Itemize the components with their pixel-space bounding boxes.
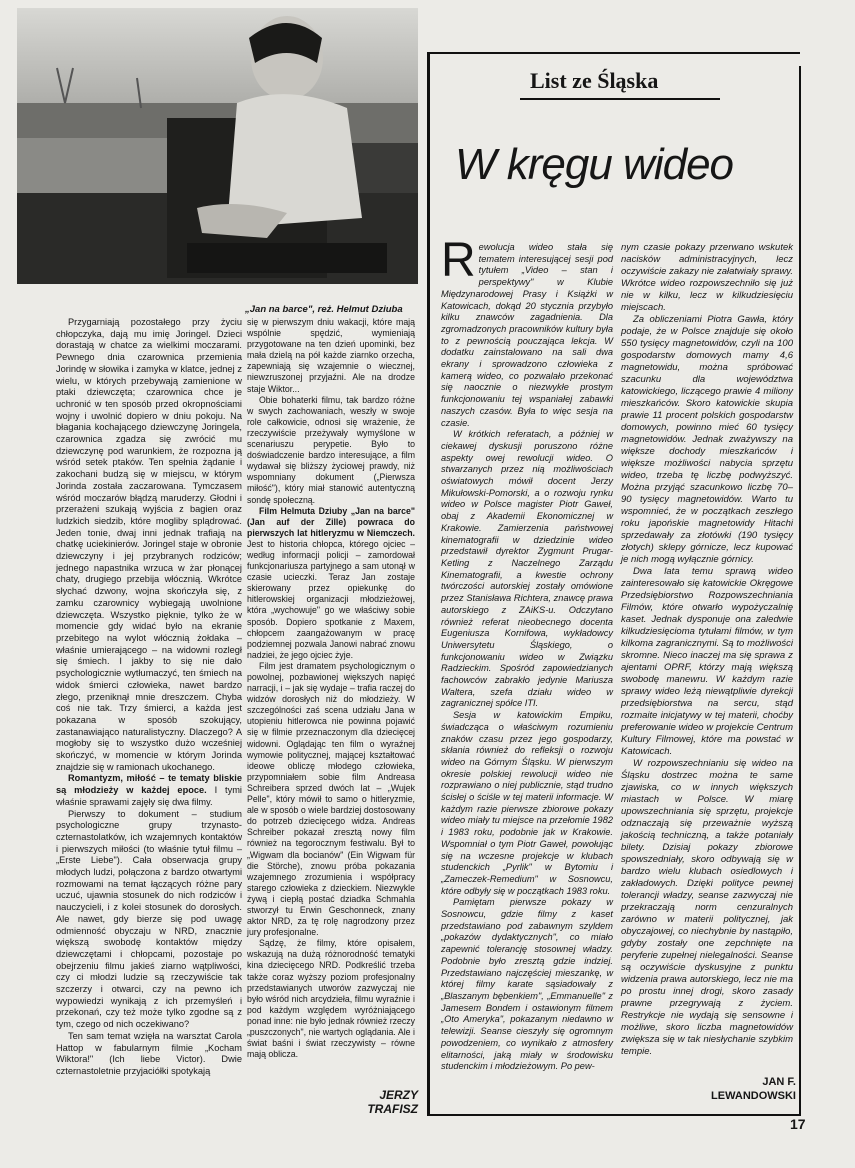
author-name-line: JERZY (379, 1088, 418, 1102)
left-author-signature (334, 1088, 418, 1116)
drop-cap: R (441, 234, 476, 287)
author-name-line: TRAFISZ (367, 1102, 418, 1116)
paragraph-text: Jest to historia chłopca, którego ojciec – według informacji policji – zamordował funkcjonariusza partyjnego a sam utonął w czasie ucieczki. Teraz Jan zostaje skierowany przez opiekunkę do hitlerowskiej organizacji młodzieżowej, która „wychowuje" go we właściwy sobie sposób. Dopiero spotkanie z Maxem, chłopcem zaangażowanym w pracę podziemnej pozwala Janowi nabrać znowu nadziei, że jego ojciec żyje. (247, 538, 415, 660)
bold-lead-text: Romantyzm, miłość – te tematy bliskie są młodzieży w każdej epoce. (56, 773, 242, 796)
right-article-column-1 (441, 234, 613, 1073)
photo-caption: „Jan na barce", reż. Helmut Dziuba (245, 304, 403, 315)
paragraph (441, 234, 613, 429)
paragraph: Pierwszy to dokument – studium psychologiczne grupy trzynasto-czternastolatków, ich wzajemnych kontaktów i pierwszych miłości (to właśnie tytuł filmu – „Erste Liebe"). Cała obserwacja grupy młodych ludzi, połączona z bardzo otwartymi rozmowami na temat łączących różne pary uczuć, ujawnia stosunek do nich rodziców i nauczycieli, i z kolei stosunek do dorosłych. Ale nawet, gdy bierze się pod uwagę odmienność obyczaju w NRD, znacznie większą swobodę kontaktów między dziewczętami i chłopcami, pozostaje po obejrzeniu filmu jakieś ziarno wątpliwości, czy ci młodzi ludzie są rzeczywiście tak szczerzy i otwarci, czy na pewno ich wypowiedzi wynikają z ich przemyśleń i przekonań, czy też może tylko zgodne są z tym, czego od nich oczekiwano? (56, 808, 242, 1030)
paragraph: Ten sam temat wzięła na warsztat Carola Hattop w fabularnym filmie „Kocham Wiktora!" (Ich liebe Victor). Dwie czternastoletnie przyjaciółki spotykają (56, 1030, 242, 1076)
page-number: 17 (790, 1116, 806, 1132)
frame-bottom-rule (428, 1114, 800, 1116)
right-author-signature (690, 1075, 796, 1103)
frame-right-rule (799, 66, 801, 1116)
paragraph: Sądzę, że filmy, które opisałem, wskazują na dużą różnorodność tematyki kina dziecięcego NRD. Podkreślić trzeba także coraz wyższy poziom profesjonalny przedstawianych utworów zazwyczaj nie było wśród nich arcydzieła, filmu wyraźnie i pod każdym względem wyróżniającego ponad inne: nie było jednak również rzeczy „puszczonych", nie wartych oglądania. Ale i świat baśni i świat rzeczywisty – równe mają oblicza. (247, 938, 415, 1060)
bold-lead-text: Film Helmuta Dziuby „Jan na barce" (Jan auf der Zille) powraca do pierwszych lat hitleryzmu w Niemczech. (247, 505, 415, 538)
paragraph (247, 506, 415, 661)
film-still-photo (17, 8, 418, 284)
paragraph: Sesja w katowickim Empiku, świadcząca o właściwym rozumieniu znaków czasu przez jego gospodarzy, skłania również do refleksji o rozwoju wideo na Górnym Śląsku. W pierwszym okresie polskiej rewolucji wideo nie rozprawiano o niej publicznie, stąd trudno ścisłej o ściśle w tej materii informacje. W każdym razie pierwsze zbiorowe pokazy wideo miały tu miejsce na przełomie 1982 i 1983 roku, podobnie jak w Krakowie. Wspomniał o tym Piotr Gaweł, powołując się na wczesne projekcje w klubach studenckich „Pyrlik" w Bytomiu i „Zameczek-Remedium" w Sosnowcu, które odbyły się w początkach 1983 roku. (441, 710, 613, 896)
rubric-underline (520, 98, 720, 100)
paragraph (56, 773, 242, 808)
paragraph: Za obliczeniami Piotra Gawła, który podaje, że w Polsce znajduje się około 550 tysięcy magnetowidów, czyli na 100 gospodarstw domowych mamy 4,6 magnetowidu, można spróbować szacunku dla województwa katowickiego, liczącego prawie 4 miliony mieszkańców. Skoro katowickie skupia prawie 11 procent polskich gospodarstw domowych, powinno mieć 60 tysięcy magnetowidów. Jednak zważywszy na większe dochody mieszkańców i większe możliwości nabycia sprzętu wideo, trzeba tę liczbę podwyższyć. Można przyjąć szacunkowo liczbę 70–90 tysięcy magnetowidów. Warto tu wspomnieć, że w początkach zeszłego roku japońskie magnetowidy Hitachi sprzedawały za złotówki (190 tysięcy złotych) sklepy górnicze, lecz kupować je nich mogą wyłącznie górnicy. (621, 314, 793, 565)
paragraph-text: I tymi właśnie sprawami zajęły się dwa filmy. (56, 785, 242, 807)
frame-left-rule (427, 52, 430, 1116)
paragraph: Dwa lata temu sprawą wideo zainteresowało się katowickie Okręgowe Przedsiębiorstwo Rozpowszechniania Filmów, które otwarło wypożyczalnię kaset. Jednak dysponuje ona zaledwie kilkudziesięcioma tytułami filmów, w tym kilkoma zagranicznymi. Są to możliwości skromne. Nieco inaczej ma się sprawa z ajentami OPRF, którzy mają większą swobodę manewru. W każdym razie sprawy wideo leżą niewątpliwie dyrekcji przedsiębiorstwa na sercu, stąd rozmaite inicjatywy w tej materii, choćby preferowanie wideo w projekcie Centrum Kultury Filmowej, które ma powstać w Katowicach. (621, 566, 793, 757)
paragraph: Obie bohaterki filmu, tak bardzo różne w swych zachowaniach, weszły w swoje role całkowicie, odnosi się wrażenie, że rzeczywiście przeżywały wymyślone w scenariuszu perypetie. Było to doświadczenie bardzo interesujące, a film wydawał się bliższy życiowej prawdy, niż wspomniany dokument („Pierwsza miłość"), który miał stanowić autentyczną sondę społeczną. (247, 394, 415, 505)
paragraph: Film jest dramatem psychologicznym o powolnej, pozbawionej większych napięć narracji, i – jak się wydaje – trafia raczej do widzów dorosłych niż do młodzieży. W szczególności zaś scena udziału Jana w utopieniu hitlerowca nie powinna pojawić się w filmie przeznaczonym dla dziecięcej widowni. Oglądając ten film o wyraźnej wymowie politycznej, mającej kształtować ideowe obliczę młodego człowieka, przypomniałem sobie film Andreasa Schreibera sprzed dwóch lat – „Wujek Pelle", który mówił to samo o hitleryzmie, ale w sposób o wiele bardziej dostosowany do potrzeb dziecięcego widza. Andreas Schreiber pokazał zresztą nowy film również na tegorocznym festiwalu. Był to „Wigwam dla bocianów" (Ein Wigwam für die Störche), znowu próba pokazania wzajemnego zrozumienia i współpracy starego człowieka z dzieckiem. Niezwykle żywą i ciepłą postać dziadka Schmahla stworzył tu Erwin Geschonneck, znany aktor NRD, za tę rolę nagrodzony przez jury profesjonalne. (247, 660, 415, 938)
article-headline: W kręgu wideo (455, 140, 734, 189)
paragraph-text: ewolucja wideo stała się tematem interesującej sesji pod tytułem „Video – stan i perspektywy" w Klubie Międzynarodowej Prasy i Książki w Katowicach, dokąd 20 stycznia przybyło kilku znawców zagadnienia. Dla zgromadzonych pracowników kultury była to z pewnością pouczająca lekcja. W dodatku zainstalowano na sali dwa ekrany i sprowadzono człowieka z kamerą wideo, co pozwalało przekonać się naocznie o niezwykłe prostym funkcjonowaniu tej wspaniałej zabawki naszych czasów. Była to więc sesja na czasie. (441, 242, 613, 428)
frame-top-rule (428, 52, 800, 54)
paragraph: Pamiętam pierwsze pokazy w Sosnowcu, gdzie filmy z kaset przedstawiano pod zabawnym szyldem „pokazów dydaktycznych", co miało zapewnić tolerancję stosownej władzy. Podobnie było zresztą gdzie indziej. Przedstawiano najczęściej mieszankę, w której filmy karate sąsiadowały z „Blaszanym bębenkiem", „Emmanuelle" z Jamesem Bondem i ostawionym filmem „Oto Ameryka", pokazanym niedawno w telewizji. Seanse cieszyły się ogromnym powodzeniem, co wynikało z atmosfery elitarności, jaką miały w środowisku studenckim i młodzieżowym. Po pew- (441, 897, 613, 1072)
right-article-column-2 (621, 242, 793, 1058)
paragraph: nym czasie pokazy przerwano wskutek nacisków administracyjnych, lecz oczywiście zakazy nie załatwiały sprawy. Wkrótce wideo rozpowszechniło się już nie w kilku, lecz w kilkudziesięciu miejscach. (621, 242, 793, 313)
paragraph: Przygarniają pozostałego przy życiu chłopczyka, dają mu imię Joringel. Dzieci dorastają w chatce za wielkimi moczarami. Pewnego dnia czarownica przemienia Jorindę w słowika i zamyka w klatce, jednej z wielu, w których przebywają zamienione w ptaki dziewczęta; czarownica chce je uchronić w ten sposób przed okropnościami wojny i uwolnić dopiero w dniu pokoju. Na błagania kochającego dziewczynę Joringela, czarownica zgadza się zwrócić mu dziewczynę pod warunkiem, że rozpozna ją wśród setek ptaków. Ten spełnia żądanie i zakochani budzą się w miejscu, w którym Jorinda została zaczarowana. Tymczasem wśród moczarów błądzą maruderzy. Głodni i przerażeni szukają wyjścia z bagien oraz ludzkich siedzib, które mogliby splądrować. Jeden tonie, dwaj inni jednak trafiają na chatkę uciekinierów. Joringel staje w obronie dziewczyny i jej przybranych rodziców; jednego napastnika wrzuca w żar płonącej chaty, drugiego przebija włócznią. Wkrótce słychać dzwony, wojna skończyła się, z zamku czarownicy wybiegają uwolnione dziewczęta. Wszystko pięknie, tylko że w momencie gdy widać było na ekranie przebitego na wylot włócznią żołdaka – właśnie umierającego – na widowni rozległ się śmiech. I jakby to się nie dało psychologicznie wytłumaczyć, ten śmiech na widok śmierci człowieka, nawet bardzo złego, przeniknął mnie dreszczem. Chyba coś nie tak. Trzy śmierci, a każda jest pokazana w sposób szokujący, zastanawiająco naturalistyczny. Dlaczego? A mogłoby się to wszystko dużo wcześniej skończyć, w momencie w którym Jorinda znajdzie się w ramionach ukochanego. (56, 317, 242, 772)
left-article-column-1 (56, 317, 242, 1078)
section-rubric: List ze Śląska (530, 68, 659, 93)
author-name-line: LEWANDOWSKI (711, 1090, 796, 1102)
author-name-line: JAN F. (762, 1076, 796, 1088)
paragraph: W rozpowszechnianiu się wideo na Śląsku dostrzec można te same zjawiska, co w innych większych miastach w Polsce. W miarę upowszechniania się sprzętu, projekcje odznaczają się przeważnie wyższą jakością techniczną, a także potaniały bilety. Dzisiaj pokazy zbiorowe spowszedniały, skoro odbywają się w bardzo wielu klubach osiedlowych i zakładowych. Dzięki polityce pewnej tolerancji władzy, seanse zazwyczaj nie przekraczają norm cenzuralnych zarówno w materii politycznej, jak obyczajowej, co niechybnie by nastąpiło, gdyby zostały one zepchnięte na peryferie zupełnej nielegalności. Seanse są oczywiście dyskusyjne z punktu widzenia prawa autorskiego, lecz nie ma po prostu innej drogi, skoro zasady prawne przegrywają z życiem. Restrykcje nie wydają się sensowne i możliwe, skoro liczba magnetowidów zwiększa się w tak niesłychanie szybkim tempie. (621, 758, 793, 1057)
paragraph: W krótkich referatach, a później w ciekawej dyskusji poruszono różne aspekty owej rewolucji wideo. O stwarzanych przez nią możliwościach oświatowych mówił docent Jerzy Mikułowski-Pomorski, a o rozwoju rynku wideo w Polsce magister Piotr Gaweł, obaj z Akademii Ekonomicznej w Krakowie. Zamierzenia państwowej kinematografii w dziedzinie wideo przedstawił dyrektor Zygmunt Prugar-Ketling z Naczelnego Zarządu Kinematografii, a kwestie ochrony twórczości autorskiej zostały omówione przez Stanisława Richtera, znawcę prawa autorskiego z ZAiKS-u. Odczytano również referat nieobecnego docenta Eugeniusza Kornifowa, wykładowcy Uniwersytetu Śląskiego, o funkcjonowaniu wideo w Związku Radzieckim. Spośród zapowiedzianych fachowców zabrakło jedynie Mariusza Waltera, szefa działu wideo w zagranicznej spółce ITI. (441, 429, 613, 709)
left-article-column-2 (247, 317, 415, 1060)
paragraph: się w pierwszym dniu wakacji, które mają wspólnie spędzić, wymieniają przygotowane na ten dzień upominki, bez mała dzielą na pół każde ziarnko orzecha, zapewniają się wzajemnie o wiecznej, niewzruszonej przyjaźni. Ale na drodze staje Wiktor... (247, 317, 415, 394)
